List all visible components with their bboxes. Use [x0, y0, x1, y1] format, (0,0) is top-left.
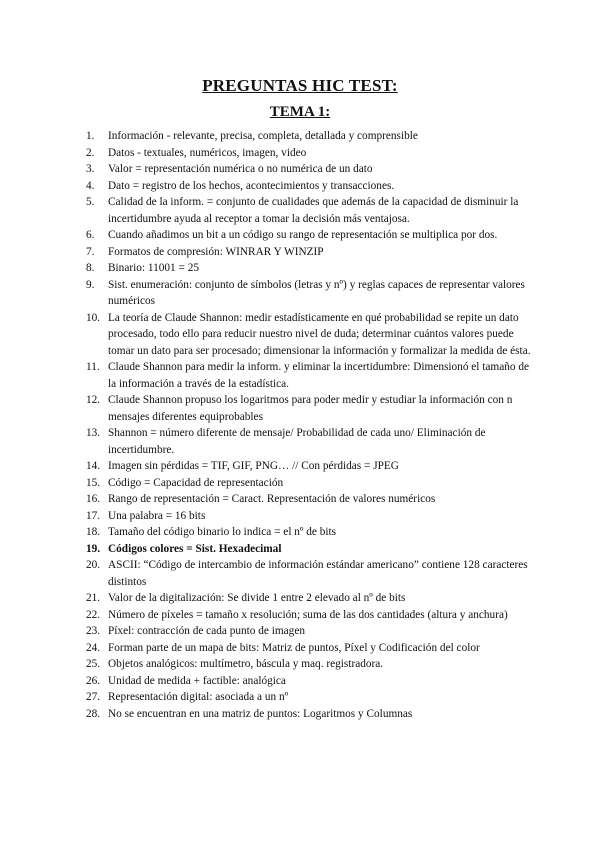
list-item — [0, 359, 600, 392]
list-item-number: 20. — [86, 559, 101, 571]
list-item-number: 2. — [86, 146, 95, 159]
list-item — [0, 310, 600, 360]
list-item-number: 7. — [86, 245, 95, 258]
list-item-number: 9. — [86, 278, 95, 291]
list-item — [0, 590, 600, 607]
list-item-text: La teoría de Claude Shannon: medir estadísticamente en qué probabilidad se repite un dato procesado, todo ello para reducir nuestro nivel de duda; determinar cuántos valores puede tomar un dato para ser procesado; dimensionar la información y formalizar la medida de ésta. — [108, 311, 531, 357]
list-item-text: Valor de la digitalización: Se divide 1 entre 2 elevado al nº de bits — [108, 592, 406, 604]
list-item — [0, 491, 600, 508]
list-item-number: 6. — [86, 229, 95, 241]
list-item — [0, 524, 600, 541]
list-item-number: 4. — [86, 179, 95, 192]
list-item-text: Representación digital: asociada a un nº — [108, 691, 289, 703]
list-item-number: 19. — [86, 542, 101, 555]
list-item — [0, 260, 600, 277]
list-item-number: 15. — [86, 476, 101, 489]
list-item-text: Valor = representación numérica o no numérica de un dato — [108, 163, 373, 175]
list-item — [0, 706, 600, 723]
list-item — [0, 623, 600, 640]
list-item-number: 26. — [86, 674, 101, 687]
list-item-number: 25. — [86, 658, 101, 670]
list-item-text: Shannon = número diferente de mensaje/ Probabilidad de cada uno/ Eliminación de incertidumbre. — [108, 427, 486, 456]
list-item — [0, 508, 600, 525]
list-item — [0, 227, 600, 244]
list-item-number: 1. — [86, 130, 95, 142]
list-item-text: Código = Capacidad de representación — [108, 476, 284, 489]
list-item-text: Forman parte de un mapa de bits: Matriz de puntos, Píxel y Codificación del color — [108, 641, 480, 654]
list-item-number: 24. — [86, 641, 101, 654]
list-item — [0, 607, 600, 624]
list-item — [0, 425, 600, 458]
list-item-number: 12. — [86, 394, 101, 406]
list-item-text: Cuando añadimos un bit a un código su rango de representación se multiplica por dos. — [108, 229, 498, 241]
list-item-number: 14. — [86, 460, 101, 472]
list-item-text: Información - relevante, precisa, completa, detallada y comprensible — [108, 130, 418, 142]
list-item-text: Claude Shannon propuso los logaritmos para poder medir y estudiar la información con n mensajes diferentes equiprobables — [108, 394, 513, 423]
list-item-number: 11. — [86, 361, 100, 373]
list-item-text: Formatos de compresión: WINRAR Y WINZIP — [108, 245, 324, 258]
list-item-number: 18. — [86, 526, 101, 538]
list-item — [0, 128, 600, 145]
list-item-text: Objetos analógicos: multímetro, báscula y maq. registradora. — [108, 658, 384, 670]
list-item-text: No se encuentran en una matriz de puntos: Logaritmos y Columnas — [108, 707, 413, 720]
list-item — [0, 392, 600, 425]
list-item — [0, 145, 600, 162]
page-title: PREGUNTAS HIC TEST: — [202, 76, 398, 95]
list-item — [0, 161, 600, 178]
list-item-text: Datos - textuales, numéricos, imagen, video — [108, 146, 307, 159]
list-item-number: 5. — [86, 196, 95, 208]
list-item — [0, 640, 600, 657]
list-item-text: ASCII: “Código de intercambio de información estándar americano” contiene 128 caracteres distintos — [108, 559, 528, 588]
list-item — [0, 277, 600, 310]
list-item — [0, 244, 600, 261]
list-item-text: Sist. enumeración: conjunto de símbolos (letras y nº) y reglas capaces de representar valores numéricos — [108, 278, 525, 307]
list-item-number: 23. — [86, 625, 101, 637]
list-item — [0, 689, 600, 706]
list-item-number: 10. — [86, 311, 101, 324]
question-list — [0, 128, 600, 722]
list-item — [0, 673, 600, 690]
list-item-number: 16. — [86, 493, 101, 505]
list-item-text: Claude Shannon para medir la inform. y eliminar la incertidumbre: Dimensionó el tamaño de la información a través de la estadística. — [108, 361, 530, 390]
list-item-number: 22. — [86, 608, 101, 621]
list-item-number: 17. — [86, 509, 101, 522]
list-item — [0, 194, 600, 227]
list-item-number: 3. — [86, 163, 95, 175]
list-item — [0, 557, 600, 590]
list-item-number: 27. — [86, 691, 101, 703]
list-item-text: Tamaño del código binario lo indica = el nº de bits — [108, 526, 337, 538]
list-item-number: 13. — [86, 427, 101, 439]
list-item-text: Códigos colores = Sist. Hexadecimal — [108, 542, 282, 555]
list-item — [0, 475, 600, 492]
list-item — [0, 178, 600, 195]
list-item — [0, 656, 600, 673]
list-item-number: 8. — [86, 262, 95, 274]
list-item — [0, 541, 600, 558]
list-item-text: Unidad de medida + factible: analógica — [108, 674, 286, 687]
list-item-number: 28. — [86, 707, 101, 720]
list-item-text: Píxel: contracción de cada punto de imagen — [108, 625, 305, 637]
list-item-text: Número de píxeles = tamaño x resolución; suma de las dos cantidades (altura y anchura) — [108, 608, 508, 621]
list-item-text: Una palabra = 16 bits — [108, 509, 206, 522]
list-item-text: Rango de representación = Caract. Representación de valores numéricos — [108, 493, 436, 505]
list-item-number: 21. — [86, 592, 101, 604]
list-item-text: Binario: 11001 = 25 — [108, 262, 199, 274]
list-item-text: Imagen sin pérdidas = TIF, GIF, PNG… // Con pérdidas = JPEG — [108, 460, 399, 472]
list-item-text: Dato = registro de los hechos, acontecimientos y transacciones. — [108, 179, 395, 192]
list-item — [0, 458, 600, 475]
list-item-text: Calidad de la inform. = conjunto de cualidades que además de la capacidad de disminuir la incertidumbre ayuda al receptor a tomar la decisión más ventajosa. — [108, 196, 519, 225]
section-title: TEMA 1: — [269, 104, 331, 120]
